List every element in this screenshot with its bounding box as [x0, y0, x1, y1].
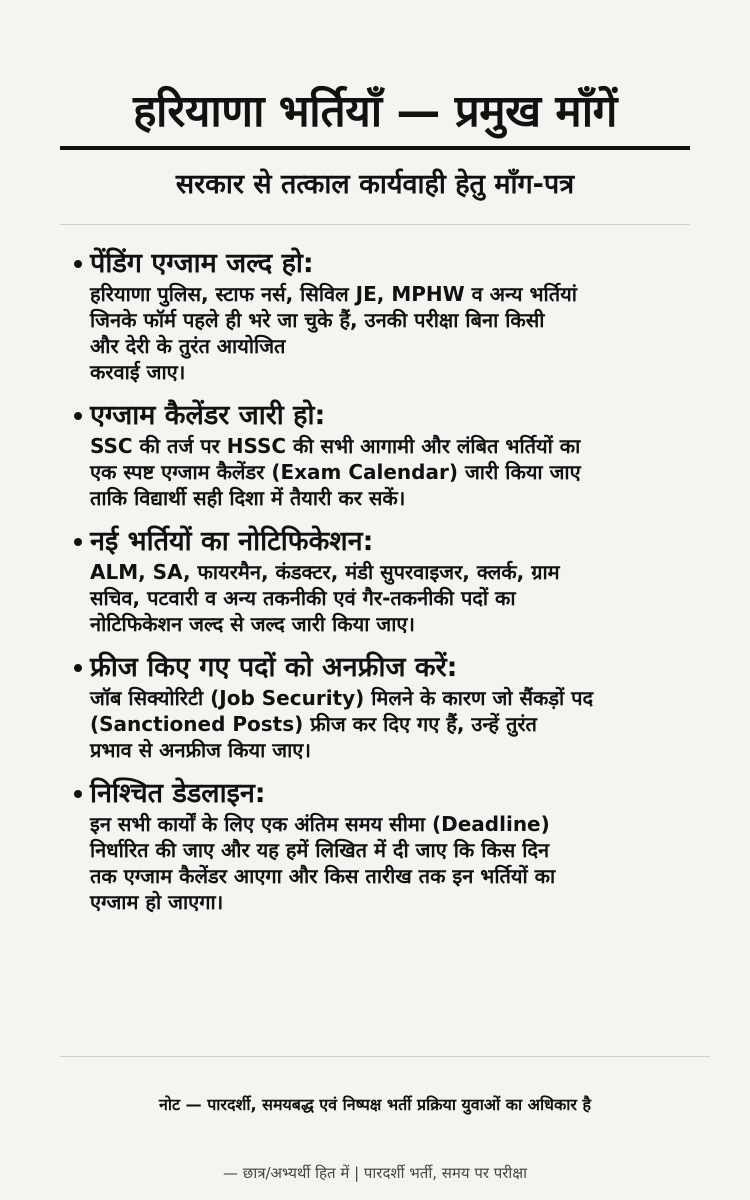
- demand-description: हरियाणा पुलिस, स्टाफ नर्स, सिविल JE, MPHW व अन्य भर्तियां जिनके फॉर्म पहले ही भरे जा चुके हैं, उनकी परीक्षा बिना किसी और देरी के तुरंत आयोजित करवाई जाए।: [90, 282, 577, 384]
- header-divider: [60, 224, 690, 225]
- demand-heading: [74, 525, 690, 559]
- bullet-icon: [74, 538, 82, 546]
- footer-divider: [60, 1056, 710, 1057]
- demand-list: [60, 247, 690, 915]
- bullet-icon: [74, 790, 82, 798]
- title-underline: [60, 146, 690, 150]
- note-line: नोट — पारदर्शी, समयबद्ध एवं निष्पक्ष भर्ती प्रक्रिया युवाओं का अधिकार है: [158, 1095, 592, 1114]
- demand-title: पेंडिंग एग्जाम जल्द हो:: [90, 248, 314, 279]
- demand-heading: [74, 247, 690, 281]
- demand-item: [74, 777, 690, 915]
- demand-description: इन सभी कार्यों के लिए एक अंतिम समय सीमा (Deadline) निर्धारित की जाए और यह हमें लिखित में दी जाए कि किस दिन तक एग्जाम कैलेंडर आएगा और किस तारीख तक इन भर्तियों का एग्जाम हो जाएगा।: [90, 812, 556, 914]
- poster-subtitle: सरकार से तत्काल कार्यवाही हेतु माँग-पत्र: [175, 169, 575, 200]
- poster-title: हरियाणा भर्तियाँ — प्रमुख माँगें: [133, 86, 617, 137]
- demand-item: [74, 525, 690, 637]
- demand-item: [74, 399, 690, 511]
- bullet-icon: [74, 664, 82, 672]
- demand-description: SSC की तर्ज पर HSSC की सभी आगामी और लंबित भर्तियों का एक स्पष्ट एग्जाम कैलेंडर (Exam Calendar) जारी किया जाए ताकि विद्यार्थी सही दिशा में तैयारी कर सकें।: [90, 434, 581, 510]
- demand-item: [74, 247, 690, 385]
- demand-title: निश्चित डेडलाइन:: [90, 778, 266, 809]
- demand-title: फ्रीज किए गए पदों को अनफ्रीज करें:: [90, 652, 458, 683]
- demand-title: नई भर्तियों का नोटिफिकेशन:: [90, 526, 374, 557]
- demand-description: जॉब सिक्योरिटी (Job Security) मिलने के कारण जो सैंकड़ों पद (Sanctioned Posts) फ्रीज कर दिए गए हैं, उन्हें तुरंत प्रभाव से अनफ्रीज किया जाए।: [90, 686, 594, 762]
- bullet-icon: [74, 412, 82, 420]
- demand-item: [74, 651, 690, 763]
- demand-heading: [74, 651, 690, 685]
- demand-heading: [74, 399, 690, 433]
- footer-tagline: — छात्र/अभ्यर्थी हित में | पारदर्शी भर्ती, समय पर परीक्षा: [223, 1164, 527, 1182]
- demand-heading: [74, 777, 690, 811]
- demand-title: एग्जाम कैलेंडर जारी हो:: [90, 400, 326, 431]
- demand-description: ALM, SA, फायरमैन, कंडक्टर, मंडी सुपरवाइजर, क्लर्क, ग्राम सचिव, पटवारी व अन्य तकनीकी एवं गैर-तकनीकी पदों का नोटिफिकेशन जल्द से जल्द जारी किया जाए।: [90, 560, 560, 636]
- bullet-icon: [74, 260, 82, 268]
